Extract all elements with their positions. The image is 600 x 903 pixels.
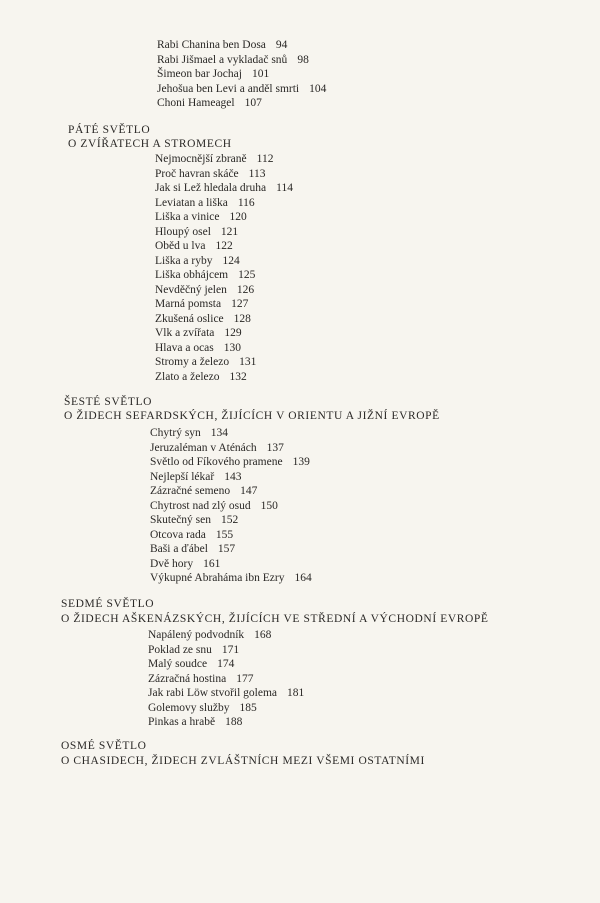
section-subheading: O CHASIDECH, ŽIDECH ZVLÁŠTNÍCH MEZI VŠEMI OSTATNÍMI bbox=[61, 755, 425, 767]
entry-title: Otcova rada bbox=[150, 528, 206, 541]
section-subheading: O ZVÍŘATECH A STROMECH bbox=[68, 138, 232, 150]
entry-page: 139 bbox=[292, 456, 310, 468]
section-entry-list bbox=[155, 152, 293, 384]
entry-title: Rabi Chanina ben Dosa bbox=[157, 39, 266, 51]
entry-page: 120 bbox=[229, 211, 247, 223]
entry-title: Liška obhájcem bbox=[155, 269, 229, 281]
entry-title: Jeruzaléman v Aténách bbox=[150, 441, 257, 454]
entry-page: 185 bbox=[239, 701, 257, 714]
entry-page: 181 bbox=[287, 687, 305, 699]
toc-entry bbox=[155, 312, 293, 327]
entry-page: 125 bbox=[238, 269, 256, 281]
entry-page: 116 bbox=[237, 196, 255, 209]
entry-title: Oběd u lva bbox=[155, 240, 206, 252]
entry-title: Liška a vinice bbox=[155, 211, 220, 223]
entry-title: Vlk a zvířata bbox=[155, 327, 215, 339]
entry-title: Choni Hameagel bbox=[157, 97, 235, 109]
entry-page: 177 bbox=[236, 672, 254, 685]
entry-page: 94 bbox=[275, 39, 288, 51]
entry-page: 126 bbox=[236, 283, 255, 296]
entry-title: Skutečný sen bbox=[150, 514, 212, 526]
entry-title: Napálený podvodník bbox=[148, 629, 245, 641]
entry-title: Marná pomsta bbox=[155, 298, 222, 310]
toc-entry bbox=[150, 542, 312, 557]
entry-page: 107 bbox=[244, 97, 262, 109]
entry-page: 129 bbox=[224, 327, 242, 339]
entry-title: Dvě hory bbox=[150, 557, 194, 570]
entry-title: Šimeon bar Jochaj bbox=[157, 68, 242, 80]
entry-page: 137 bbox=[266, 441, 284, 454]
entry-title: Proč havran skáče bbox=[155, 167, 239, 180]
entry-title: Jak rabi Löw stvořil golema bbox=[148, 687, 278, 699]
entry-title: Chytrý syn bbox=[150, 427, 201, 439]
toc-entry bbox=[157, 67, 326, 82]
toc-entry bbox=[148, 701, 304, 716]
entry-title: Baši a ďábel bbox=[150, 543, 208, 555]
toc-entry bbox=[155, 355, 293, 370]
section-heading: SEDMÉ SVĚTLO bbox=[61, 598, 155, 610]
entry-page: 113 bbox=[248, 167, 266, 180]
entry-page: 128 bbox=[233, 312, 251, 325]
toc-entry bbox=[150, 499, 312, 514]
entry-title: Malý soudce bbox=[148, 658, 208, 670]
entry-title: Výkupné Abraháma ibn Ezry bbox=[150, 572, 285, 584]
toc-entry bbox=[150, 528, 312, 543]
entry-page: 124 bbox=[222, 254, 240, 267]
toc-entry bbox=[155, 297, 293, 312]
entry-title: Rabi Jišmael a vykladač snů bbox=[157, 53, 288, 66]
entry-title: Golemovy služby bbox=[148, 701, 230, 714]
section-heading: OSMÉ SVĚTLO bbox=[61, 740, 147, 752]
entry-title: Hloupý osel bbox=[155, 225, 211, 238]
entry-title: Nejlepší lékař bbox=[150, 470, 215, 483]
toc-entry bbox=[150, 513, 312, 528]
toc-entry bbox=[150, 455, 312, 470]
entry-page: 98 bbox=[297, 53, 309, 66]
entry-page: 157 bbox=[217, 543, 236, 555]
toc-entry bbox=[155, 225, 293, 240]
entry-page: 171 bbox=[221, 643, 240, 656]
entry-page: 164 bbox=[294, 572, 312, 584]
toc-entry bbox=[157, 96, 326, 111]
toc-entry bbox=[150, 484, 312, 499]
entry-page: 155 bbox=[215, 528, 234, 541]
entry-title: Liška a ryby bbox=[155, 254, 213, 267]
entry-page: 121 bbox=[220, 225, 239, 238]
toc-entry bbox=[148, 657, 304, 672]
entry-page: 104 bbox=[309, 82, 327, 95]
toc-entry bbox=[157, 82, 326, 97]
entry-page: 127 bbox=[231, 298, 249, 310]
entry-page: 130 bbox=[223, 341, 241, 354]
entry-title: Nevděčný jelen bbox=[155, 283, 227, 296]
toc-entry bbox=[155, 341, 293, 356]
entry-title: Pinkas a hrabě bbox=[148, 716, 216, 728]
toc-entry bbox=[150, 571, 312, 586]
entry-page: 174 bbox=[217, 658, 235, 670]
entry-title: Zlato a železo bbox=[155, 370, 220, 383]
section-entry-list bbox=[150, 426, 312, 586]
toc-entry bbox=[155, 370, 293, 385]
entry-title: Nejmocnější zbraně bbox=[155, 153, 247, 165]
toc-entry bbox=[150, 441, 312, 456]
section-subheading: O ŽIDECH SEFARDSKÝCH, ŽIJÍCÍCH V ORIENTU A JIŽNÍ EVROPĚ bbox=[64, 410, 440, 422]
entry-page: 134 bbox=[210, 427, 229, 439]
toc-entry bbox=[148, 643, 304, 658]
entry-title: Stromy a železo bbox=[155, 356, 230, 368]
toc-entry bbox=[150, 470, 312, 485]
continued-entry-list bbox=[157, 38, 326, 111]
toc-entry bbox=[155, 239, 293, 254]
section-heading: ŠESTÉ SVĚTLO bbox=[64, 396, 153, 408]
toc-entry bbox=[155, 268, 293, 283]
entry-title: Zázračné semeno bbox=[150, 485, 231, 497]
toc-entry bbox=[155, 196, 293, 211]
toc-entry bbox=[157, 53, 326, 68]
entry-page: 122 bbox=[215, 240, 233, 252]
entry-title: Hlava a ocas bbox=[155, 341, 214, 354]
entry-page: 188 bbox=[225, 716, 243, 728]
entry-page: 101 bbox=[251, 68, 270, 80]
entry-title: Zkušená oslice bbox=[155, 312, 224, 325]
toc-entry bbox=[157, 38, 326, 53]
entry-page: 147 bbox=[240, 485, 258, 497]
toc-entry bbox=[155, 167, 293, 182]
entry-title: Jehošua ben Levi a anděl smrti bbox=[157, 82, 300, 95]
toc-entry bbox=[148, 715, 304, 730]
entry-title: Jak si Lež hledala druha bbox=[155, 182, 267, 194]
toc-entry bbox=[148, 686, 304, 701]
toc-entry bbox=[155, 152, 293, 167]
toc-entry bbox=[148, 672, 304, 687]
section-heading: PÁTÉ SVĚTLO bbox=[68, 124, 151, 136]
toc-entry bbox=[155, 254, 293, 269]
entry-page: 114 bbox=[276, 182, 293, 194]
entry-title: Světlo od Fíkového pramene bbox=[150, 456, 283, 468]
toc-entry bbox=[155, 181, 293, 196]
entry-title: Zázračná hostina bbox=[148, 672, 227, 685]
section-entry-list bbox=[148, 628, 304, 730]
entry-title: Chytrost nad zlý osud bbox=[150, 499, 251, 512]
entry-page: 168 bbox=[254, 629, 272, 641]
section-subheading: O ŽIDECH AŠKENÁZSKÝCH, ŽIJÍCÍCH VE STŘEDNÍ A VÝCHODNÍ EVROPĚ bbox=[61, 613, 489, 625]
toc-entry bbox=[148, 628, 304, 643]
entry-page: 132 bbox=[229, 370, 247, 383]
entry-title: Leviatan a liška bbox=[155, 196, 228, 209]
toc-entry bbox=[155, 326, 293, 341]
entry-page: 112 bbox=[256, 153, 274, 165]
entry-title: Poklad ze snu bbox=[148, 643, 212, 656]
entry-page: 152 bbox=[221, 514, 239, 526]
toc-entry bbox=[150, 426, 312, 441]
toc-entry bbox=[155, 210, 293, 225]
entry-page: 150 bbox=[260, 499, 278, 512]
toc-entry bbox=[155, 283, 293, 298]
entry-page: 131 bbox=[239, 356, 257, 368]
entry-page: 161 bbox=[203, 557, 221, 570]
toc-entry bbox=[150, 557, 312, 572]
entry-page: 143 bbox=[224, 470, 242, 483]
